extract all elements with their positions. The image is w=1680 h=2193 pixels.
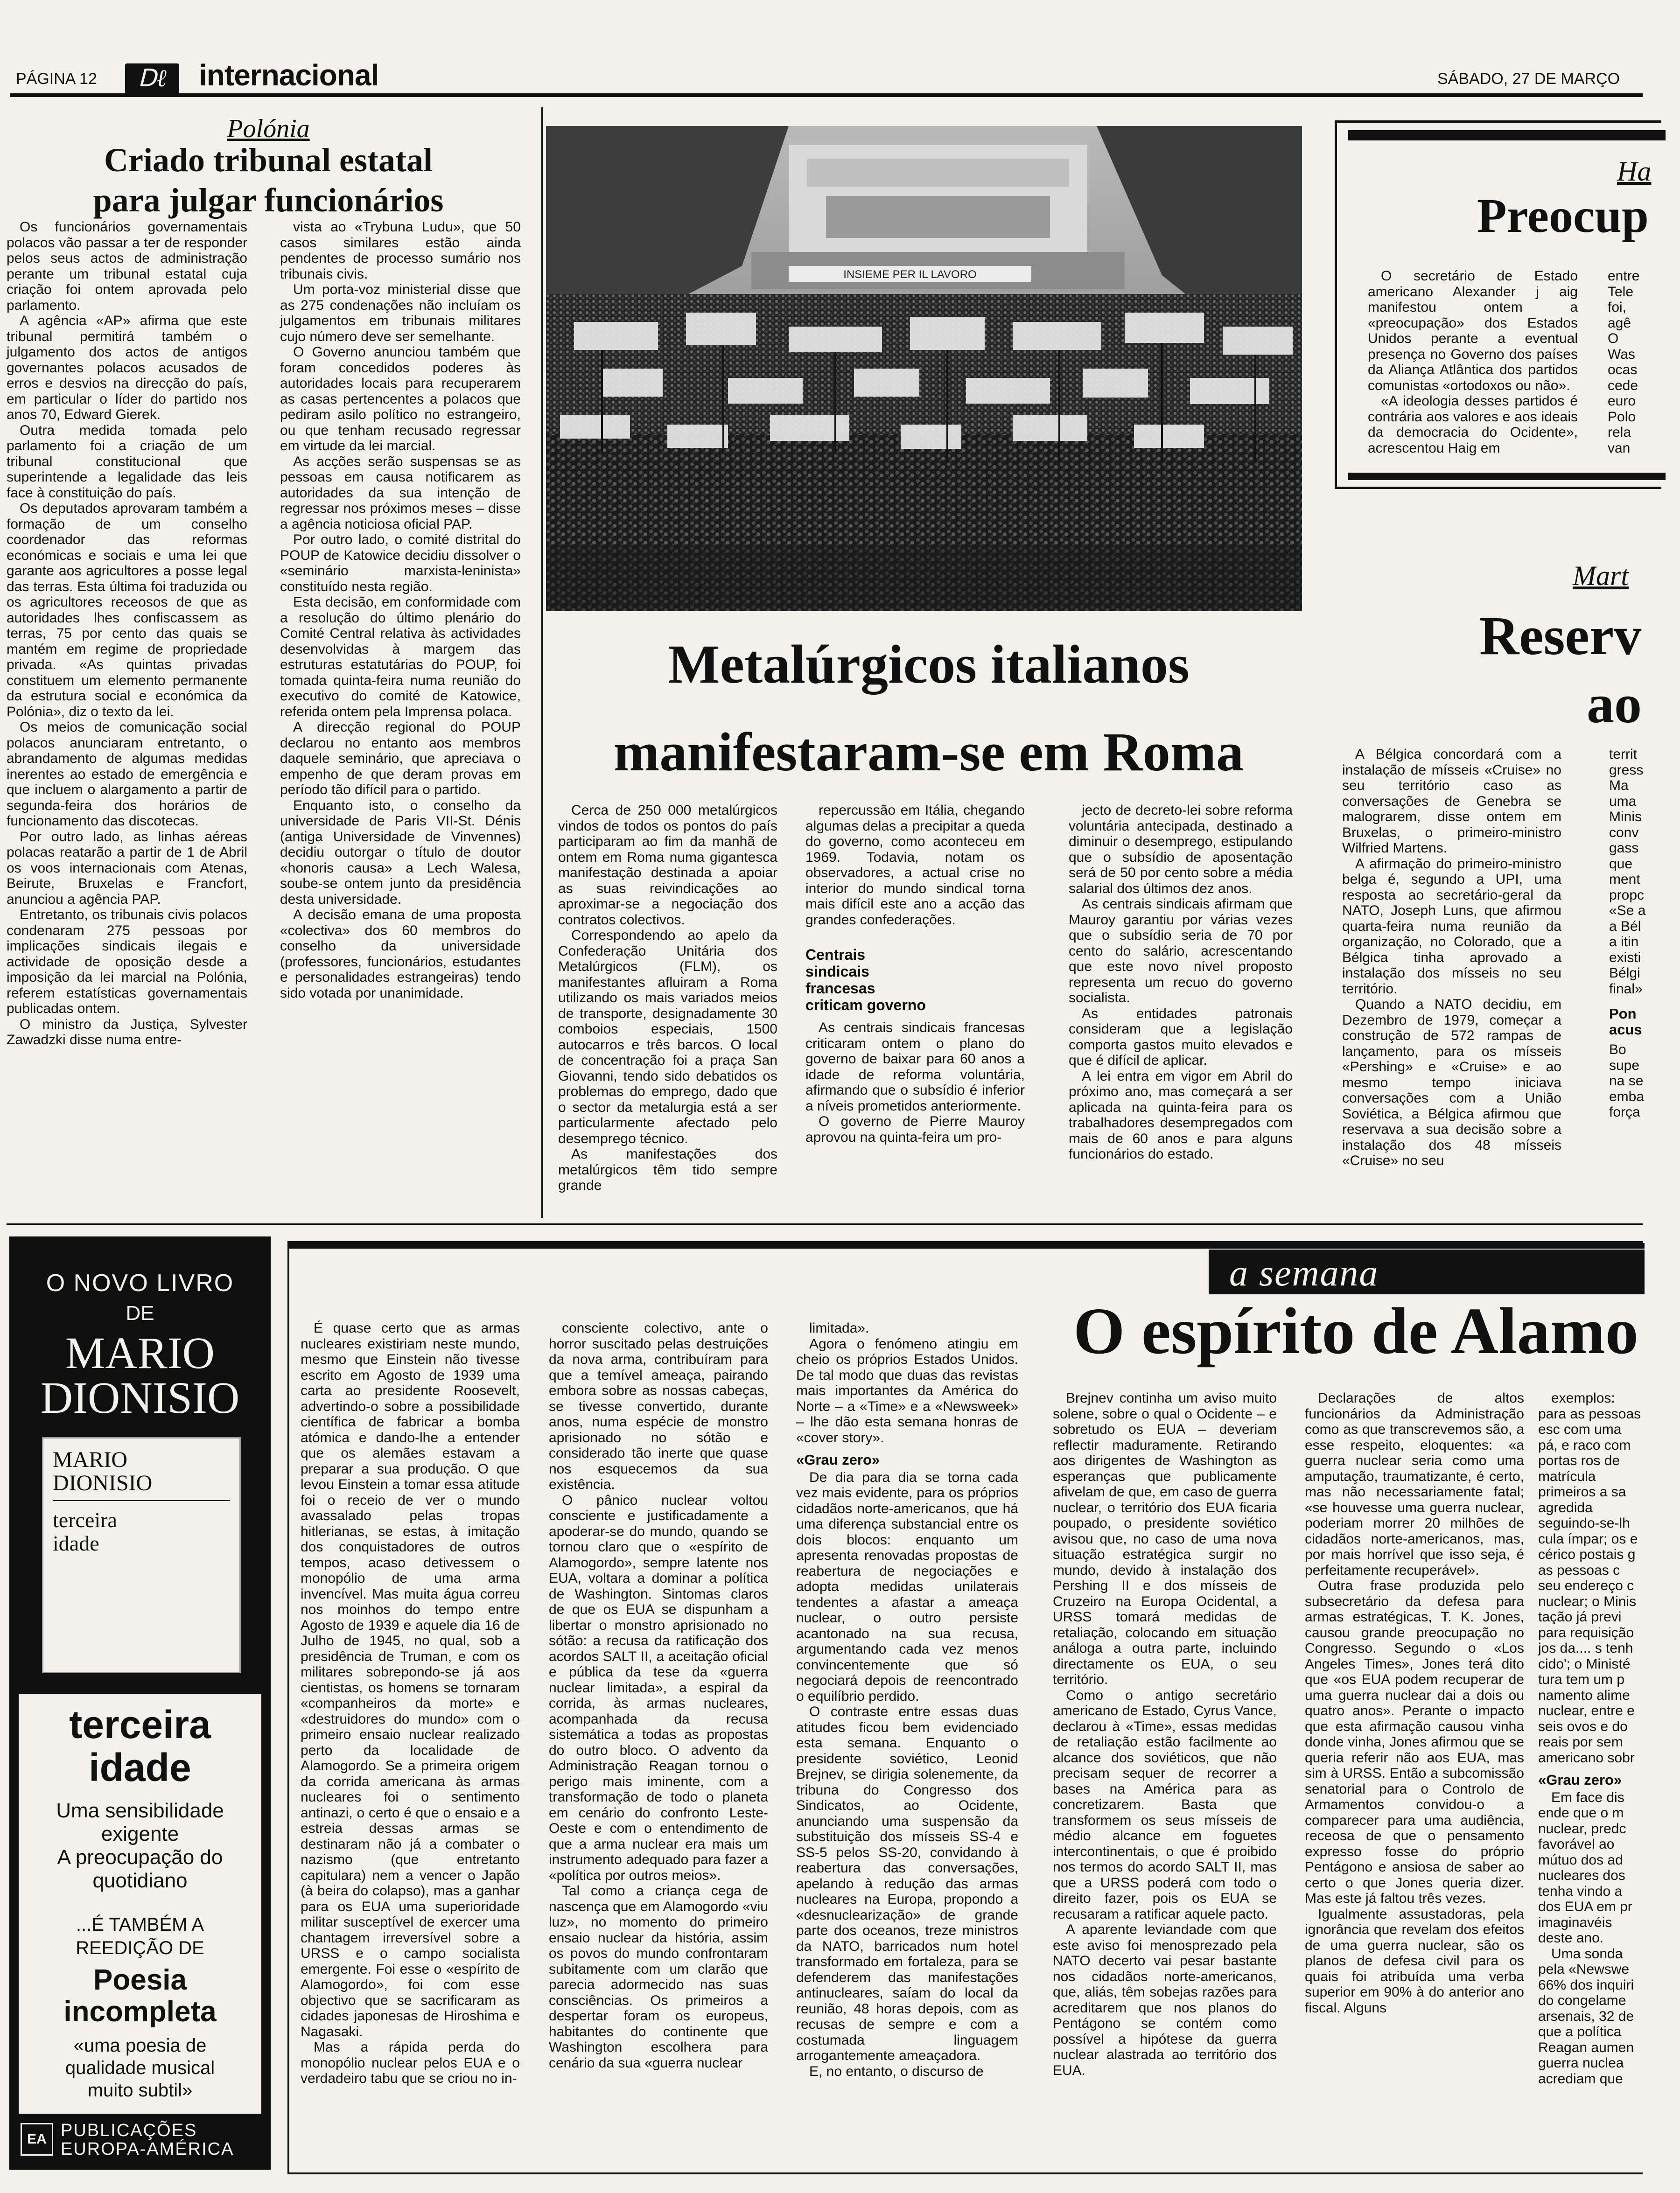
martens-headline: [1479, 602, 1666, 738]
book-cover-author-1: MARIO: [53, 1447, 128, 1472]
polonia-kicker: Polónia: [227, 114, 310, 143]
semana-column-3: [796, 1320, 1018, 2160]
polonia-column-1: [7, 219, 247, 1199]
paragraph: vista ao «Trybuna Ludu», que 50 casos similares estão ainda pendentes de processo sumário nos tribunais civis.: [280, 219, 521, 282]
line-fragment: gass: [1609, 840, 1639, 856]
line-fragment: van: [1608, 440, 1631, 456]
paragraph: De dia para dia se torna cada vez mais evidente, para os próprios cidadãos norte-americanos, que há uma diferença substancial entre os dois blocos: enquanto um apresenta renovadas propostas de reabertura de negociações e adopta medidas unilaterais tendentes a afastar a ameaça nuclear, o outro persiste acantonado na sua recusa, argumentando cada vez menos convincentemente que só negociará depois de reencontrado o equilíbrio perdido.: [796, 1469, 1018, 1704]
metalurgicos-column-2: [805, 803, 1025, 1213]
paragraph: O Governo anunciou também que foram concedidos poderes às autoridades locais para recuperarem as casas pertencentes a polacos que pediram asilo político no estrangeiro, ou que tenham recusado regressar em virtude da lei marcial.: [280, 344, 521, 454]
ad-publisher-2: EUROPA-AMÉRICA: [61, 2139, 234, 2159]
line-fragment: gress: [1609, 762, 1644, 778]
paragraph: Por outro lado, as linhas aéreas polacas reatarão a partir de 1 de Abril os voos internacionais com Atenas, Beirute, Bruxelas e Francfort, anunciou a agência PAP.: [7, 829, 247, 907]
paragraph: A aparente leviandade com que este aviso foi menosprezado pela NATO decerto vai pesar bastante nos cidadãos norte-americanos, que, aliás, têm sobejas razões para acreditarem que nos planos do Pentágono se contém como possível a hipótese da guerra nuclear alastrada ao território dos EUA.: [1053, 1922, 1277, 2078]
photo-banner-text: INSIEME PER IL LAVORO: [843, 268, 977, 281]
paragraph: repercussão em Itália, chegando algumas delas a precipitar a queda do governo, como aconteceu em 1969. Todavia, notam os observadores, a actual crise no interior do mundo sindical torna mais difícil este ano a acção das grandes confederações.: [805, 803, 1025, 928]
paragraph: O secretário de Estado americano Alexander j aig manifestou ontem a «preocupação» dos Estados Unidos perante a eventual presença no Governo dos países da Aliança Atlântica dos partidos comunistas «ortodoxos ou não».: [1368, 268, 1578, 393]
upper-section-rule: [7, 1223, 1643, 1225]
paragraph: A Bélgica concordará com a instalação de mísseis «Cruise» no seu território caso as conversações de Genebra se malograrem, disse ontem em Bruxelas, o primeiro-ministro Wilfried Martens.: [1342, 747, 1561, 856]
ad-quote-3: muito subtil»: [87, 2080, 193, 2101]
book-advertisement: [9, 1236, 271, 2170]
line-fragment: territ: [1609, 747, 1637, 762]
ad-desc-4: quotidiano: [92, 1869, 188, 1892]
crowd-photo-image: [546, 126, 1302, 611]
line-fragment: Bo: [1609, 1042, 1626, 1057]
paragraph: As entidades patronais consideram que a legislação comporta gastos muito elevados e que é difícil de aplicar.: [1069, 1006, 1293, 1068]
semana-top-bar: [289, 1243, 1645, 1249]
paragraph: Os deputados aprovaram também a formação de um conselho coordenador das reformas económicas e sociais e uma lei que garante aos agricultores a posse legal das terras. Esta última foi traduzida ou os agricultores receosos de que as autoridades lhes confiscassem as terras, 75 por cento das quais se mantém em regime de propriedade privada. «As quintas privadas constituem um elemento permanente da estrutura social e económica da Polónia», diz o texto da lei.: [7, 501, 247, 719]
metalurgicos-headline: [551, 621, 1307, 796]
line-fragment: na se: [1609, 1073, 1644, 1089]
ad-desc-2: exigente: [101, 1823, 179, 1845]
page-date: SÁBADO, 27 DE MARÇO: [1437, 70, 1620, 88]
line-fragment: cede: [1608, 377, 1638, 393]
line-fragment: ocas: [1608, 362, 1638, 377]
paragraph: Entretanto, os tribunais civis polacos condenaram 275 pessoas por implicações sindicais ilegais e actividade de oposição desde a imposição da lei marcial na Polónia, referem estatísticas governamentais publicadas ontem.: [7, 907, 247, 1016]
paragraph: consciente colectivo, ante o horror suscitado pelas destruições da nova arma, contribuíram para que a temível ameaça, pairando embora sobre as nossas cabeças, se tivesse convertido, durante anos, numa espécie de monstro aprisionado no sótão e considerado tão inerte que quase nos esquecemos da sua existência.: [549, 1320, 768, 1492]
line-fragment: Ma: [1609, 778, 1629, 793]
ad-publisher-1: PUBLICAÇÕES: [61, 2121, 197, 2140]
line-fragment: entre: [1608, 268, 1640, 284]
martens-column-1: [1342, 747, 1561, 1213]
paragraph: Quando a NATO decidiu, em Dezembro de 1979, começar a construção de 572 rampas de lançamento, para os mísseis «Pershing» e «Cruise» e ao mesmo tempo iniciava conversações com a União Soviética, a Bélgica afirmou que reservava a sua decisão sobre a instalação dos 48 mísseis «Cruise» no seu: [1342, 997, 1561, 1168]
semana-tag: [1209, 1250, 1645, 1294]
ad-line-2: DE: [126, 1302, 154, 1325]
polonia-headline: [0, 140, 537, 220]
paragraph: As manifestações dos metalúrgicos têm tido sempre grande: [558, 1146, 777, 1193]
metalurgicos-column-3: [1069, 803, 1293, 1213]
line-fragment: rela: [1608, 425, 1631, 440]
paragraph: É quase certo que as armas nucleares existiriam neste mundo, mesmo que Einstein não tivesse escrito em Agosto de 1939 uma carta ao presidente Roosevelt, advertindo-o sobre a possibilidade científica de fabricar a bomba atómica e dando-lhe a entender que os alemães estavam a preparar a sua produção. O que levou Einstein a tomar essa atitude foi o receio de ver o mundo avassalado pelas tropas hitlerianas, se estas, à imitação dos conquistadores de outros tempos, acaso detivessem o monopólio de uma arma invencível. Mas muita água correu nos moinhos do tempo entre Agosto de 1939 e aquele dia 16 de Julho de 1945, no qual, sob a presidência de Truman, e com os militares sobrepondo-se já aos cientistas, os homens se tornaram «companheiros da morte» e «destruidores do mundo» com o primeiro ensaio nuclear realizado perto da localidade de Alamogordo. Se a primeira origem da corrida americana às armas nucleares foi o sentimento antinazi, o certo é que o ensaio e a estreia dessas armas se destinaram não já a combater o nazismo (que entretanto capitulara) nem a vencer o Japão (à beira do colapso), mas a ganhar para os EUA uma superioridade militar susceptível de exercer uma chantagem irreversível sobre a URSS e o campo socialista emergente. Foi esse o «espírito de Alamogordo», foi com esse objectivo que se sacrificaram as cidades japonesas de Hiroshima e Nagasaki.: [301, 1320, 520, 2039]
line-fragment: euro: [1608, 393, 1636, 409]
haig-box: [1335, 120, 1661, 489]
paragraph: O contraste entre essas duas atitudes ficou bem evidenciado esta semana. Enquanto o presidente soviético, Leonid Brejnev, se dirigia solenemente, da tribuna do Congresso dos Sindicatos, ao Ocidente, anunciando uma suspensão da substituição dos mísseis SS-4 e SS-5 pelos SS-20, convidando à reabertura das conversações, apelando à redução das armas nucleares na Europa, propondo a «desnuclearização» de grande parte dos oceanos, treze ministros da NATO, barricados num hotel transformado em fortaleza, para se defenderem das manifestações antinucleares, saíam do local da reunião, 48 horas depois, com as recusas de sempre e com a costumada linguagem arrogantemente ameaçadora.: [796, 1704, 1018, 2063]
paragraph: As acções serão suspensas se as pessoas em causa notificarem as autoridades da sua intenção de regressar nos próximos meses – disse a agência noticiosa oficial PAP.: [280, 454, 521, 532]
line-fragment: propc: [1609, 887, 1645, 903]
line-fragment: existi: [1609, 950, 1641, 965]
paragraph: «A ideologia desses partidos é contrária aos valores e aos ideais da democracia do Ocidente», acrescentou Haig em: [1368, 393, 1578, 456]
semana-column-5: [1305, 1390, 1524, 2160]
paragraph: Outra frase produzida pelo subsecretário da defesa para armas estratégicas, T. K. Jones, causou grande preocupação no Congresso. Segundo o «Los Angeles Times», Jones terá dito que «os EUA podem recuperar de uma guerra nuclear dai a dois ou quatro anos». Perante o impacto que esta afirmação causou vinha donde vinha, Jones afirmou que se queria referir não aos EUA, mas sim à URSS. Então a subcomissão senatorial para o Controlo de Armamentos convidou-o a comparecer para uma audiência, receosa de que o pensamento expresso fosse do próprio Pentágono e ansiosa de saber ao certo o que Jones queria dizer. Mas este já faltou três vezes.: [1305, 1578, 1524, 1906]
paragraph: Mas a rápida perda do monopólio nuclear pelos EUA e o verdadeiro tabu que se criou no in-: [301, 2039, 520, 2086]
paragraph: Tal como a criança cega de nascença que em Alamogordo «viu luz», no momento do primeiro ensaio nuclear da história, assim os povos do mundo confrontaram subitamente com um clarão que parecia adormecido nas suas consciências. Os primeiros a despertar foram os europeus, habitantes do continente que Washington escolhera para cenário da sua «guerra nuclear: [549, 1883, 768, 2071]
line-fragment: O: [1608, 331, 1619, 346]
semana-subhead-contrastes: «Grau zero»: [796, 1452, 880, 1468]
paragraph: Um porta-voz ministerial disse que as 275 condenações não incluíam os julgamentos em tribunais militares cujo número deve ser semelhante.: [280, 282, 521, 344]
martens-headline-line2: ao: [1587, 673, 1642, 734]
section-logo-icon: ᗞℓ: [125, 63, 179, 94]
ad-author-line2: DIONISIO: [40, 1373, 240, 1423]
book-cover-title-1: terceira: [53, 1508, 117, 1532]
haig-kicker: Ha: [1617, 156, 1652, 187]
line-fragment: a Bél: [1609, 918, 1641, 934]
paragraph: Enquanto isto, o conselho da universidade de Paris VII-St. Dénis (antiga Universidade de Vinvennes) decidiu outorgar o título de doutor «honoris causa» a Lech Walesa, soube-se ontem junto da presidência desta universidade.: [280, 797, 521, 907]
paragraph: O pânico nuclear voltou consciente e justificadamente a apoderar-se do mundo, quando se tornou claro que o «espírito de Alamogordo», sempre latente nos EUA, voltara a dominar a política de Washington. Sintomas claros de que os EUA se dispunham a libertar o monstro aprisionado no sótão: a recusa da ratificação dos acordos SALT II, a aceitação oficial e pública da tese da «guerra nuclear limitada», a espiral da corrida, às armas nucleares, acompanhada da recusa sistemática a todas as propostas do outro bloco. O advento da Administração Reagan tornou o perigo mais iminente, com a transformação de todo o planeta em cenário do confronto Leste-Oeste e com o entendimento de que a arma nuclear era mais um instrumento adequado para fazer a «política por outros meios».: [549, 1492, 768, 1883]
ad-line-1: O NOVO LIVRO: [46, 1270, 234, 1297]
ad-desc-1: Uma sensibilidade: [56, 1799, 224, 1822]
semana-column-6: [1538, 1390, 1643, 2160]
book-cover-author-2: DIONISIO: [53, 1471, 153, 1495]
paragraph: Correspondendo ao apelo da Confederação Unitária dos Metalúrgicos (FLM), os manifestantes afluiram a Roma utilizando os mais variados meios de transporte, designadamente 30 comboios especiais, 1500 autocarros e três barcos. O local de concentração foi a praça San Giovanni, tendo sido debatidos os problemas do emprego, dado que o sector da metalurgia está a ser particularmente afectado pelo desemprego técnico.: [558, 928, 777, 1146]
paragraph: Outra medida tomada pelo parlamento foi a criação de um tribunal constitucional que superintende a legalidade das leis face à constituição do país.: [7, 422, 247, 501]
line-fragment: Tele: [1608, 284, 1634, 300]
paragraph: O ministro da Justiça, Sylvester Zawadzki disse numa entre-: [7, 1016, 247, 1048]
ad-quote-1: «uma poesia de: [73, 2035, 207, 2056]
paragraph: E, no entanto, o discurso de: [809, 2063, 984, 2079]
paragraph: O governo de Pierre Mauroy aprovou na quinta-feira um pro-: [805, 1114, 1025, 1145]
paragraph: A decisão emana de uma proposta «colectiva» dos 60 membros do conselho da universidade (professores, funcionários, estudantes e personalidades estrangeiras) tendo sido votada por unanimidade.: [280, 907, 521, 1001]
haig-column-2: [1608, 268, 1664, 474]
line-fragment: final»: [1609, 981, 1643, 997]
ad-title-2: idade: [89, 1746, 191, 1789]
paragraph: Por outro lado, o comité distrital do POUP de Katowice decidiu dissolver o «seminário marxista-leninista» constituído nesta região.: [280, 532, 521, 594]
masthead-rule: [10, 93, 1643, 97]
rome-demonstration-photo: [546, 126, 1302, 611]
paragraph: Os funcionários governamentais polacos vão passar a ter de responder pelos seus actos de administração perante um tribunal estatal cuja criação foi ontem aprovada pelo parlamento.: [7, 219, 247, 313]
publisher-logo-icon: EA: [21, 2123, 53, 2156]
line-fragment: ment: [1609, 872, 1640, 887]
paragraph: Declarações de altos funcionários da Administração como as que transcrevemos são, a esse respeito, eloquentes: «a guerra nuclear seria como uma amputação, traumatizante, é certo, mas não necessariamente fatal; «se houvesse uma guerra nuclear, poderiam morrer 20 milhões de cidadãos norte-americanos, mas, por mais horrível que isso seja, é perfeitamente recuperável».: [1305, 1390, 1524, 1578]
line-fragment: que: [1609, 856, 1633, 872]
ad-author-line1: MARIO: [65, 1328, 215, 1378]
polonia-headline-line2: para julgar funcionários: [93, 182, 444, 219]
metalurgicos-column-1: [558, 803, 777, 1213]
line-fragment: agê: [1608, 315, 1631, 331]
paragraph: A direcção regional do POUP declarou no entanto aos membros daquele seminário, que apreciava o empenho de que deram provas em período tão difícil para o partido.: [280, 719, 521, 797]
book-cover: [42, 1437, 241, 1673]
semana-column-2: [549, 1320, 768, 2160]
line-fragment: uma: [1609, 793, 1637, 809]
paragraph: A agência «AP» afirma que este tribunal permitirá também o julgamento dos actos de antigos governantes polacos acusados de erros e desvios na direcção do país, em particular o líder do partido nos anos 70, Edward Gierek.: [7, 313, 247, 422]
book-cover-rule: [53, 1500, 230, 1501]
paragraph: As centrais sindicais afirmam que Mauroy garantiu por várias vezes que o subsídio seria de 70 por cento do salário, acrescentando que este novo nível proposto representa um recuo do governo socialista.: [1069, 896, 1293, 1006]
line-fragment: Minis: [1609, 809, 1642, 824]
polonia-divider: [541, 107, 543, 1218]
paragraph: jecto de decreto-lei sobre reforma voluntária antecipada, destinado a diminuir o desemprego, estipulando que o subsídio de aposentação será de 50 por cento sobre a média salarial dos últimos dez anos.: [1069, 803, 1293, 896]
ad-book2-2: incompleta: [63, 1996, 217, 2028]
semana-column-4: [1053, 1390, 1277, 2160]
haig-column-1: [1368, 268, 1578, 474]
metalurgicos-headline-line1: Metalúrgicos italianos: [668, 634, 1190, 695]
metalurgicos-headline-line2: manifestaram-se em Roma: [613, 721, 1244, 782]
line-fragment: emba: [1609, 1089, 1645, 1104]
book-cover-title-2: idade: [53, 1531, 99, 1555]
martens-subhead: Pon acus: [1609, 1006, 1642, 1038]
paragraph: Esta decisão, em conformidade com a resolução do último plenário do Comité Central relativa às actividades desenvolvidas à margem das estruturas estatutárias do POUP, foi tomada quinta-feira numa reunião do executivo do comité de Katowice, referida ontem pela Imprensa polaca.: [280, 594, 521, 719]
martens-kicker: Mart: [1573, 560, 1629, 591]
line-fragment: supe: [1609, 1057, 1640, 1073]
section-title: internacional: [199, 58, 379, 92]
line-fragment: conv: [1609, 824, 1639, 840]
polonia-column-2: [280, 219, 521, 1199]
line-fragment: força: [1609, 1104, 1640, 1120]
ad-title-1: terceira: [69, 1703, 211, 1746]
paragraph: Cerca de 250 000 metalúrgicos vindos de todos os pontos do país participaram ao fim da manhã de ontem em Roma numa gigantesca manifestação destinada a apoiar as suas reivindicações ao aproximar-se a negociação dos contratos colectivos.: [558, 803, 777, 928]
metalurgicos-subhead: Centrais sindicais francesas criticam governo: [805, 946, 926, 1013]
paragraph: Agora o fenómeno atingiu em cheio os próprios Estados Unidos. De tal modo que duas das revistas mais importantes da América do Norte – a «Time» e a «Newsweek» – lhe dão esta semana honras de «cover story».: [796, 1336, 1018, 1446]
ad-quote-2: qualidade musical: [65, 2058, 215, 2078]
semana-headline: O espírito de Alamo: [1073, 1294, 1638, 1368]
haig-box-bottom-bar: [1348, 473, 1666, 480]
martens-column-2: [1609, 747, 1651, 1213]
paragraph: A afirmação do primeiro-ministro belga é, segundo a UPI, uma resposta ao secretário-geral da NATO, Joseph Luns, que afirmou quarta-feira numa reunião da organização, no Colorado, que a Bélgica tinha aprovado a instalação dos mísseis no seu território.: [1342, 856, 1561, 997]
paragraph: Uma sonda pela «Newswe 66% dos inquiri do congelame arsenais, 32 de que a política Reagan aumen guerra nuclea acrediam que: [1538, 1946, 1634, 2087]
paragraph: Igualmente assustadoras, pela ignorância que revelam dos efeitos de uma guerra nuclear, são os planos de defesa civil para os quais foi atribuída uma verba superior em 90% à do anterior ano fiscal. Alguns: [1305, 1906, 1524, 2016]
ad-book2-1: Poesia: [93, 1964, 187, 1996]
line-fragment: foi,: [1608, 300, 1627, 315]
haig-headline: Preocup: [1477, 189, 1649, 243]
paragraph: Brejnev continha um aviso muito solene, sobre o qual o Ocidente – e sobretudo os EUA – deveriam reflectir maduramente. Retirando aos dirigentes de Washington as esperanças que publicamente afivelam de que, em caso de guerra nuclear, o território dos EUA ficaria poupado, o presidente soviético avisou que, no caso de uma nova situação estratégica surgir no mundo, devido à instalação dos Pershing II e dos mísseis de Cruzeiro na Europa Ocidental, a URSS tomará medidas de retaliação, colocando em situação análoga a outra parte, incluindo directamente os EUA, o seu território.: [1053, 1390, 1277, 1687]
semana-tag-text: a semana: [1229, 1253, 1379, 1294]
paragraph: limitada».: [809, 1320, 869, 1336]
ad-also-2: REEDIÇÃO DE: [76, 1938, 204, 1958]
martens-headline-line1: Reserv: [1479, 605, 1642, 666]
ad-desc-3: A preocupação do: [57, 1846, 223, 1869]
line-fragment: «Se a: [1609, 903, 1646, 918]
semana-column-1: [301, 1320, 520, 2160]
paragraph: A lei entra em vigor em Abril do próximo ano, mas começará a ser aplicada na quinta-feira para os trabalhadores desempregados com mais de 60 anos e para alguns funcionários do estado.: [1069, 1068, 1293, 1162]
page-number: PÁGINA 12: [16, 70, 97, 88]
paragraph: Em face dis ende que o m nuclear, predc favorável ao mútuo dos ad nucleares dos tenha vindo a dos EUA em pr imaginavéis deste ano.: [1538, 1789, 1632, 1946]
polonia-headline-line1: Criado tribunal estatal: [104, 141, 433, 179]
line-fragment: Was: [1608, 346, 1635, 362]
line-fragment: Polo: [1608, 409, 1636, 425]
semana-subhead-grau-zero: «Grau zero»: [1538, 1772, 1622, 1788]
paragraph: Como o antigo secretário americano de Estado, Cyrus Vance, declarou à «Time», essas medidas de retaliação estão facilmente ao alcance dos soviéticos, que não precisam sequer de recorrer a bases na América para as concretizarem. Basta que transformem os seus mísseis de médio alcance em foguetes intercontinentais, o que é proibido nos termos do acordo SALT II, mas que a URSS poderá com todo o direito fazer, pois os EUA se recusaram a ratificar aquele pacto.: [1053, 1687, 1277, 1922]
line-fragment: a itin: [1609, 934, 1639, 950]
ad-also-1: ...É TAMBÉM A: [76, 1914, 204, 1935]
line-fragment: Bélgi: [1609, 965, 1640, 981]
paragraph: exemplos: para as pessoas esc com uma pá, e raco com portas ros de matrícula primeiros a sa agredida seguindo-se-lh cula ímpar; os e cérico postais g as pessoas c seu endereço c nuclear; o Minis tação já previ para requisição jos da.... s tenh cido'; o Ministé tura tem um p namento alime nuclear, entre e seis ovos e do reais por sem americano sobr: [1538, 1390, 1641, 1766]
paragraph: Os meios de comunicação social polacos anunciaram entretanto, o abrandamento de algumas medidas inerentes ao estado de emergência e que incluem o alargamento a partir de segunda-feira dos horários de funcionamento das discotecas.: [7, 719, 247, 829]
haig-box-top-bar: [1348, 130, 1666, 140]
ad-promo-panel: [19, 1694, 261, 2114]
paragraph: As centrais sindicais francesas criticaram ontem o plano do governo de baixar para 60 anos a idade de reforma voluntária, afirmando que o subsídio é inferior a níveis prometidos anteriormente.: [805, 1020, 1025, 1114]
